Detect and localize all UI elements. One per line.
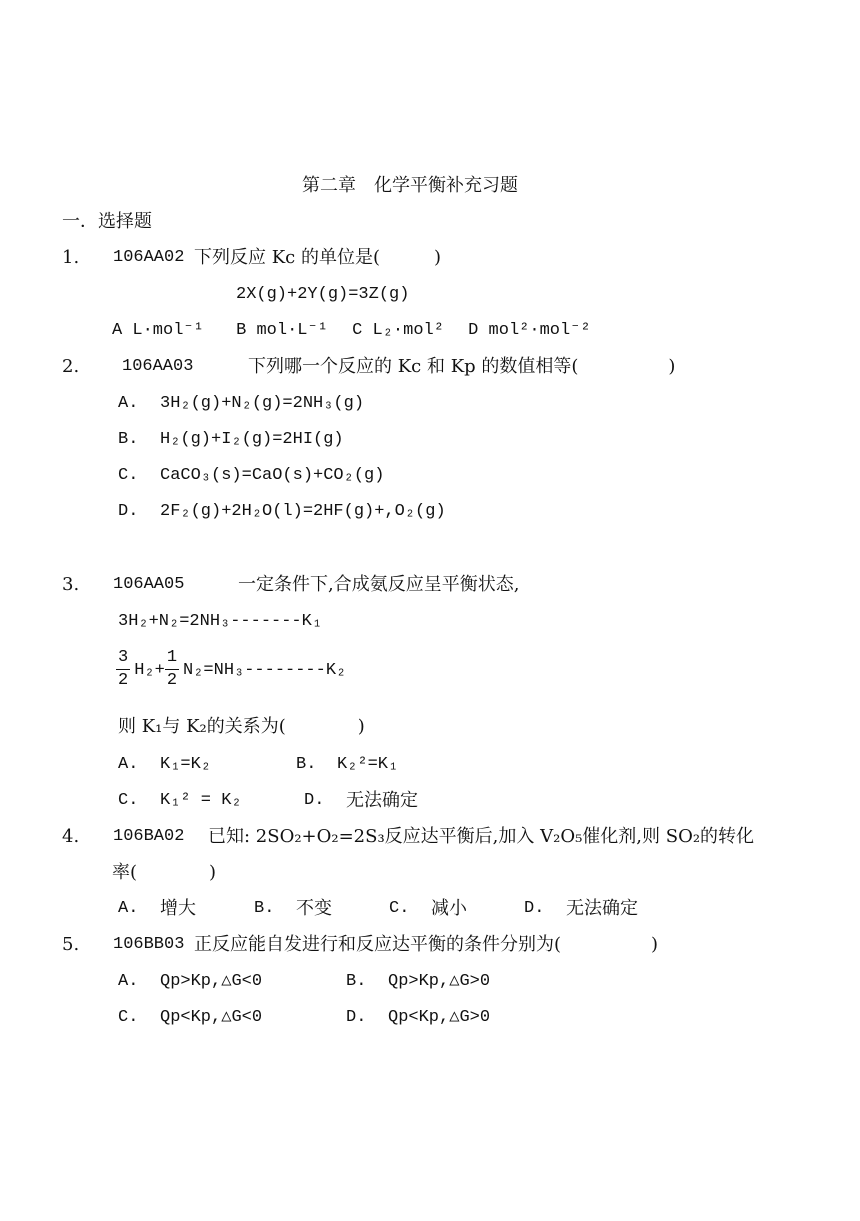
fraction-numerator: 1 (165, 647, 179, 670)
option-c: CaCO₃(s)=CaO(s)+CO₂(g) (160, 466, 385, 485)
question-code: 106AA02 (113, 248, 185, 267)
option-d: D mol²·mol⁻² (468, 321, 591, 340)
option-b-letter: B. (254, 899, 275, 918)
equation-part: H₂+ (134, 660, 165, 680)
equation-k1: 3H₂+N₂=2NH₃-------K₁ (118, 612, 323, 631)
option-c-letter: C. (118, 466, 139, 485)
option-c: 减小 (431, 898, 467, 919)
option-d: 2F₂(g)+2H₂O(l)=2HF(g)+,O₂(g) (160, 502, 446, 521)
fraction-one-half (165, 647, 179, 692)
reaction-equation: 2X(g)+2Y(g)=3Z(g) (236, 285, 410, 304)
page-title: 第二章 化学平衡补充习题 (302, 175, 518, 196)
fraction-denominator: 2 (118, 671, 129, 690)
option-d-letter: D. (118, 502, 139, 521)
question-code: 106BA02 (113, 827, 185, 846)
question-code: 106BB03 (113, 935, 185, 954)
option-c: K₁² = K₂ (160, 791, 242, 810)
question-text: 下列反应 Kc 的单位是( ) (194, 247, 442, 268)
fraction-three-halves (116, 647, 130, 692)
option-b-letter: B. (296, 755, 317, 774)
question-ask: 则 K₁与 K₂的关系为( ) (118, 716, 365, 737)
option-b: H₂(g)+I₂(g)=2HI(g) (160, 430, 344, 449)
option-c: Qp<Kp,△G<0 (160, 1008, 263, 1027)
question-text: 已知: 2SO₂+O₂=2S₃反应达平衡后,加入 V₂O₅催化剂,则 SO₂的转化 (208, 826, 755, 847)
section-heading: 一．选择题 (62, 211, 152, 232)
option-c: C L₂·mol² (352, 321, 444, 340)
question-text: 正反应能自发进行和反应达平衡的条件分别为( ) (194, 934, 659, 955)
equation-k2 (116, 647, 346, 692)
option-d-letter: D. (346, 1008, 367, 1027)
option-a: K₁=K₂ (160, 755, 212, 774)
option-d: Qp<Kp,△G>0 (388, 1008, 491, 1027)
option-a-letter: A. (118, 394, 139, 413)
question-number: 3. (62, 574, 80, 595)
fraction-numerator: 3 (116, 647, 130, 670)
option-b-letter: B. (118, 430, 139, 449)
option-c-letter: C. (389, 899, 410, 918)
option-d: 无法确定 (346, 790, 418, 811)
option-d-letter: D. (304, 791, 325, 810)
option-c-letter: C. (118, 1008, 139, 1027)
answer-options (112, 320, 591, 342)
option-a: 3H₂(g)+N₂(g)=2NH₃(g) (160, 394, 365, 413)
option-c-letter: C. (118, 791, 139, 810)
option-b-letter: B. (346, 972, 367, 991)
option-b: Qp>Kp,△G>0 (388, 972, 491, 991)
question-number: 2. (62, 356, 80, 377)
option-b: K₂²=K₁ (337, 755, 399, 774)
option-b: B mol·L⁻¹ (236, 321, 328, 340)
equation-part: N₂=NH₃--------K₂ (183, 660, 347, 680)
question-number: 1. (62, 247, 80, 268)
option-b: 不变 (296, 898, 332, 919)
question-code: 106AA05 (113, 575, 185, 594)
option-d: 无法确定 (566, 898, 638, 919)
question-number: 5. (62, 934, 80, 955)
option-a: Qp>Kp,△G<0 (160, 972, 263, 991)
option-a: 增大 (160, 898, 196, 919)
question-number: 4. (62, 826, 80, 847)
option-a: A L·mol⁻¹ (112, 321, 204, 340)
question-text-continued: 率( ) (112, 862, 217, 883)
question-code: 106AA03 (122, 357, 194, 376)
question-text: 下列哪一个反应的 Kc 和 Kp 的数值相等( ) (248, 356, 676, 377)
option-a-letter: A. (118, 755, 139, 774)
option-a-letter: A. (118, 972, 139, 991)
option-a-letter: A. (118, 899, 139, 918)
fraction-denominator: 2 (166, 671, 178, 690)
option-d-letter: D. (524, 899, 545, 918)
question-text: 一定条件下,合成氨反应呈平衡状态, (238, 574, 520, 595)
